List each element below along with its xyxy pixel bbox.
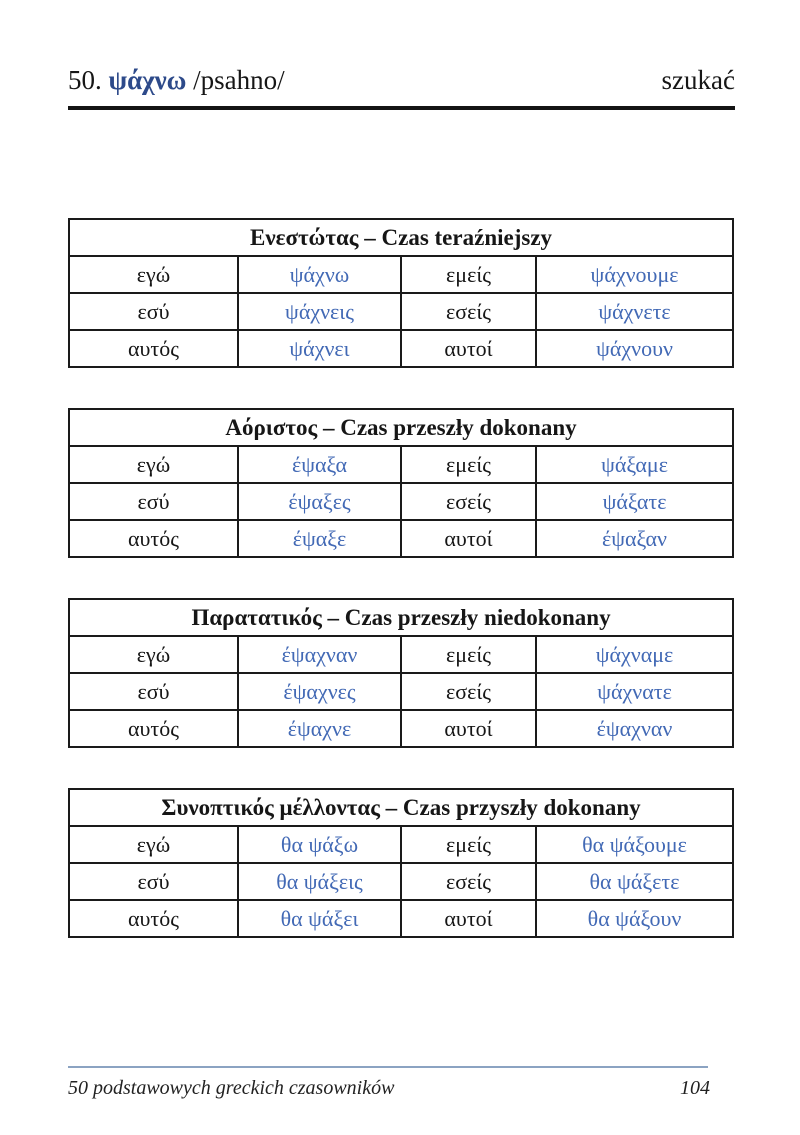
pronoun-cell: εσείς (401, 293, 536, 330)
verb-form-cell: θα ψάξουμε (536, 826, 733, 863)
table-row (69, 863, 733, 900)
conjugation-table (68, 598, 734, 748)
pronoun-cell: εσύ (69, 863, 238, 900)
conjugation-table (68, 788, 734, 938)
entry-number: 50. (68, 65, 102, 95)
headword-group (68, 64, 285, 97)
footer-book-title: 50 podstawowych greckich czasowników (68, 1077, 395, 1099)
pronoun-cell: αυτοί (401, 710, 536, 747)
verb-form-cell: έψαξε (238, 520, 401, 557)
pronoun-cell: αυτοί (401, 900, 536, 937)
pronoun-cell: αυτός (69, 710, 238, 747)
page-footer (68, 1077, 710, 1100)
pronoun-cell: εγώ (69, 256, 238, 293)
verb-form-cell: θα ψάξει (238, 900, 401, 937)
entry-verb: ψάχνω (108, 65, 187, 95)
verb-form-cell: θα ψάξουν (536, 900, 733, 937)
footer-rule (68, 1066, 708, 1068)
table-row (69, 710, 733, 747)
table-row (69, 446, 733, 483)
pronoun-cell: αυτοί (401, 520, 536, 557)
footer-page-number: 104 (680, 1077, 710, 1099)
pronoun-cell: εμείς (401, 826, 536, 863)
conjugation-tables (68, 218, 732, 978)
verb-form-cell: έψαξες (238, 483, 401, 520)
pronoun-cell: αυτοί (401, 330, 536, 367)
pronoun-cell: αυτός (69, 330, 238, 367)
table-row (69, 673, 733, 710)
table-title: Αόριστος – Czas przeszły dokonany (69, 409, 733, 446)
verb-form-cell: ψάχνει (238, 330, 401, 367)
verb-form-cell: θα ψάξετε (536, 863, 733, 900)
verb-form-cell: έψαξαν (536, 520, 733, 557)
verb-form-cell: έψαχνες (238, 673, 401, 710)
verb-form-cell: ψάξατε (536, 483, 733, 520)
verb-form-cell: έψαχναν (536, 710, 733, 747)
verb-form-cell: ψάχνουμε (536, 256, 733, 293)
entry-transcription: /psahno/ (193, 65, 285, 95)
entry-translation: szukać (661, 65, 735, 95)
table-row (69, 293, 733, 330)
verb-form-cell: ψάχνατε (536, 673, 733, 710)
pronoun-cell: εμείς (401, 446, 536, 483)
verb-form-cell: έψαχναν (238, 636, 401, 673)
table-row (69, 636, 733, 673)
verb-form-cell: ψάχνω (238, 256, 401, 293)
conjugation-table (68, 408, 734, 558)
pronoun-cell: αυτός (69, 900, 238, 937)
verb-form-cell: ψάχνουν (536, 330, 733, 367)
pronoun-cell: εγώ (69, 826, 238, 863)
pronoun-cell: εσείς (401, 863, 536, 900)
verb-form-cell: ψάξαμε (536, 446, 733, 483)
verb-form-cell: ψάχνεις (238, 293, 401, 330)
page-header (68, 64, 735, 110)
pronoun-cell: εμείς (401, 256, 536, 293)
pronoun-cell: αυτός (69, 520, 238, 557)
pronoun-cell: εγώ (69, 636, 238, 673)
pronoun-cell: εσείς (401, 673, 536, 710)
table-row (69, 520, 733, 557)
conjugation-table (68, 218, 734, 368)
table-title: Συνοπτικός μέλλοντας – Czas przyszły dokonany (69, 789, 733, 826)
pronoun-cell: εσείς (401, 483, 536, 520)
verb-form-cell: θα ψάξω (238, 826, 401, 863)
pronoun-cell: εμείς (401, 636, 536, 673)
table-row (69, 900, 733, 937)
table-row (69, 826, 733, 863)
table-title: Ενεστώτας – Czas teraźniejszy (69, 219, 733, 256)
verb-form-cell: ψάχναμε (536, 636, 733, 673)
pronoun-cell: εγώ (69, 446, 238, 483)
header-line (68, 64, 735, 97)
verb-form-cell: έψαξα (238, 446, 401, 483)
pronoun-cell: εσύ (69, 673, 238, 710)
verb-form-cell: ψάχνετε (536, 293, 733, 330)
verb-form-cell: θα ψάξεις (238, 863, 401, 900)
pronoun-cell: εσύ (69, 293, 238, 330)
pronoun-cell: εσύ (69, 483, 238, 520)
verb-form-cell: έψαχνε (238, 710, 401, 747)
table-title: Παρατατικός – Czas przeszły niedokonany (69, 599, 733, 636)
table-row (69, 483, 733, 520)
table-row (69, 330, 733, 367)
table-row (69, 256, 733, 293)
